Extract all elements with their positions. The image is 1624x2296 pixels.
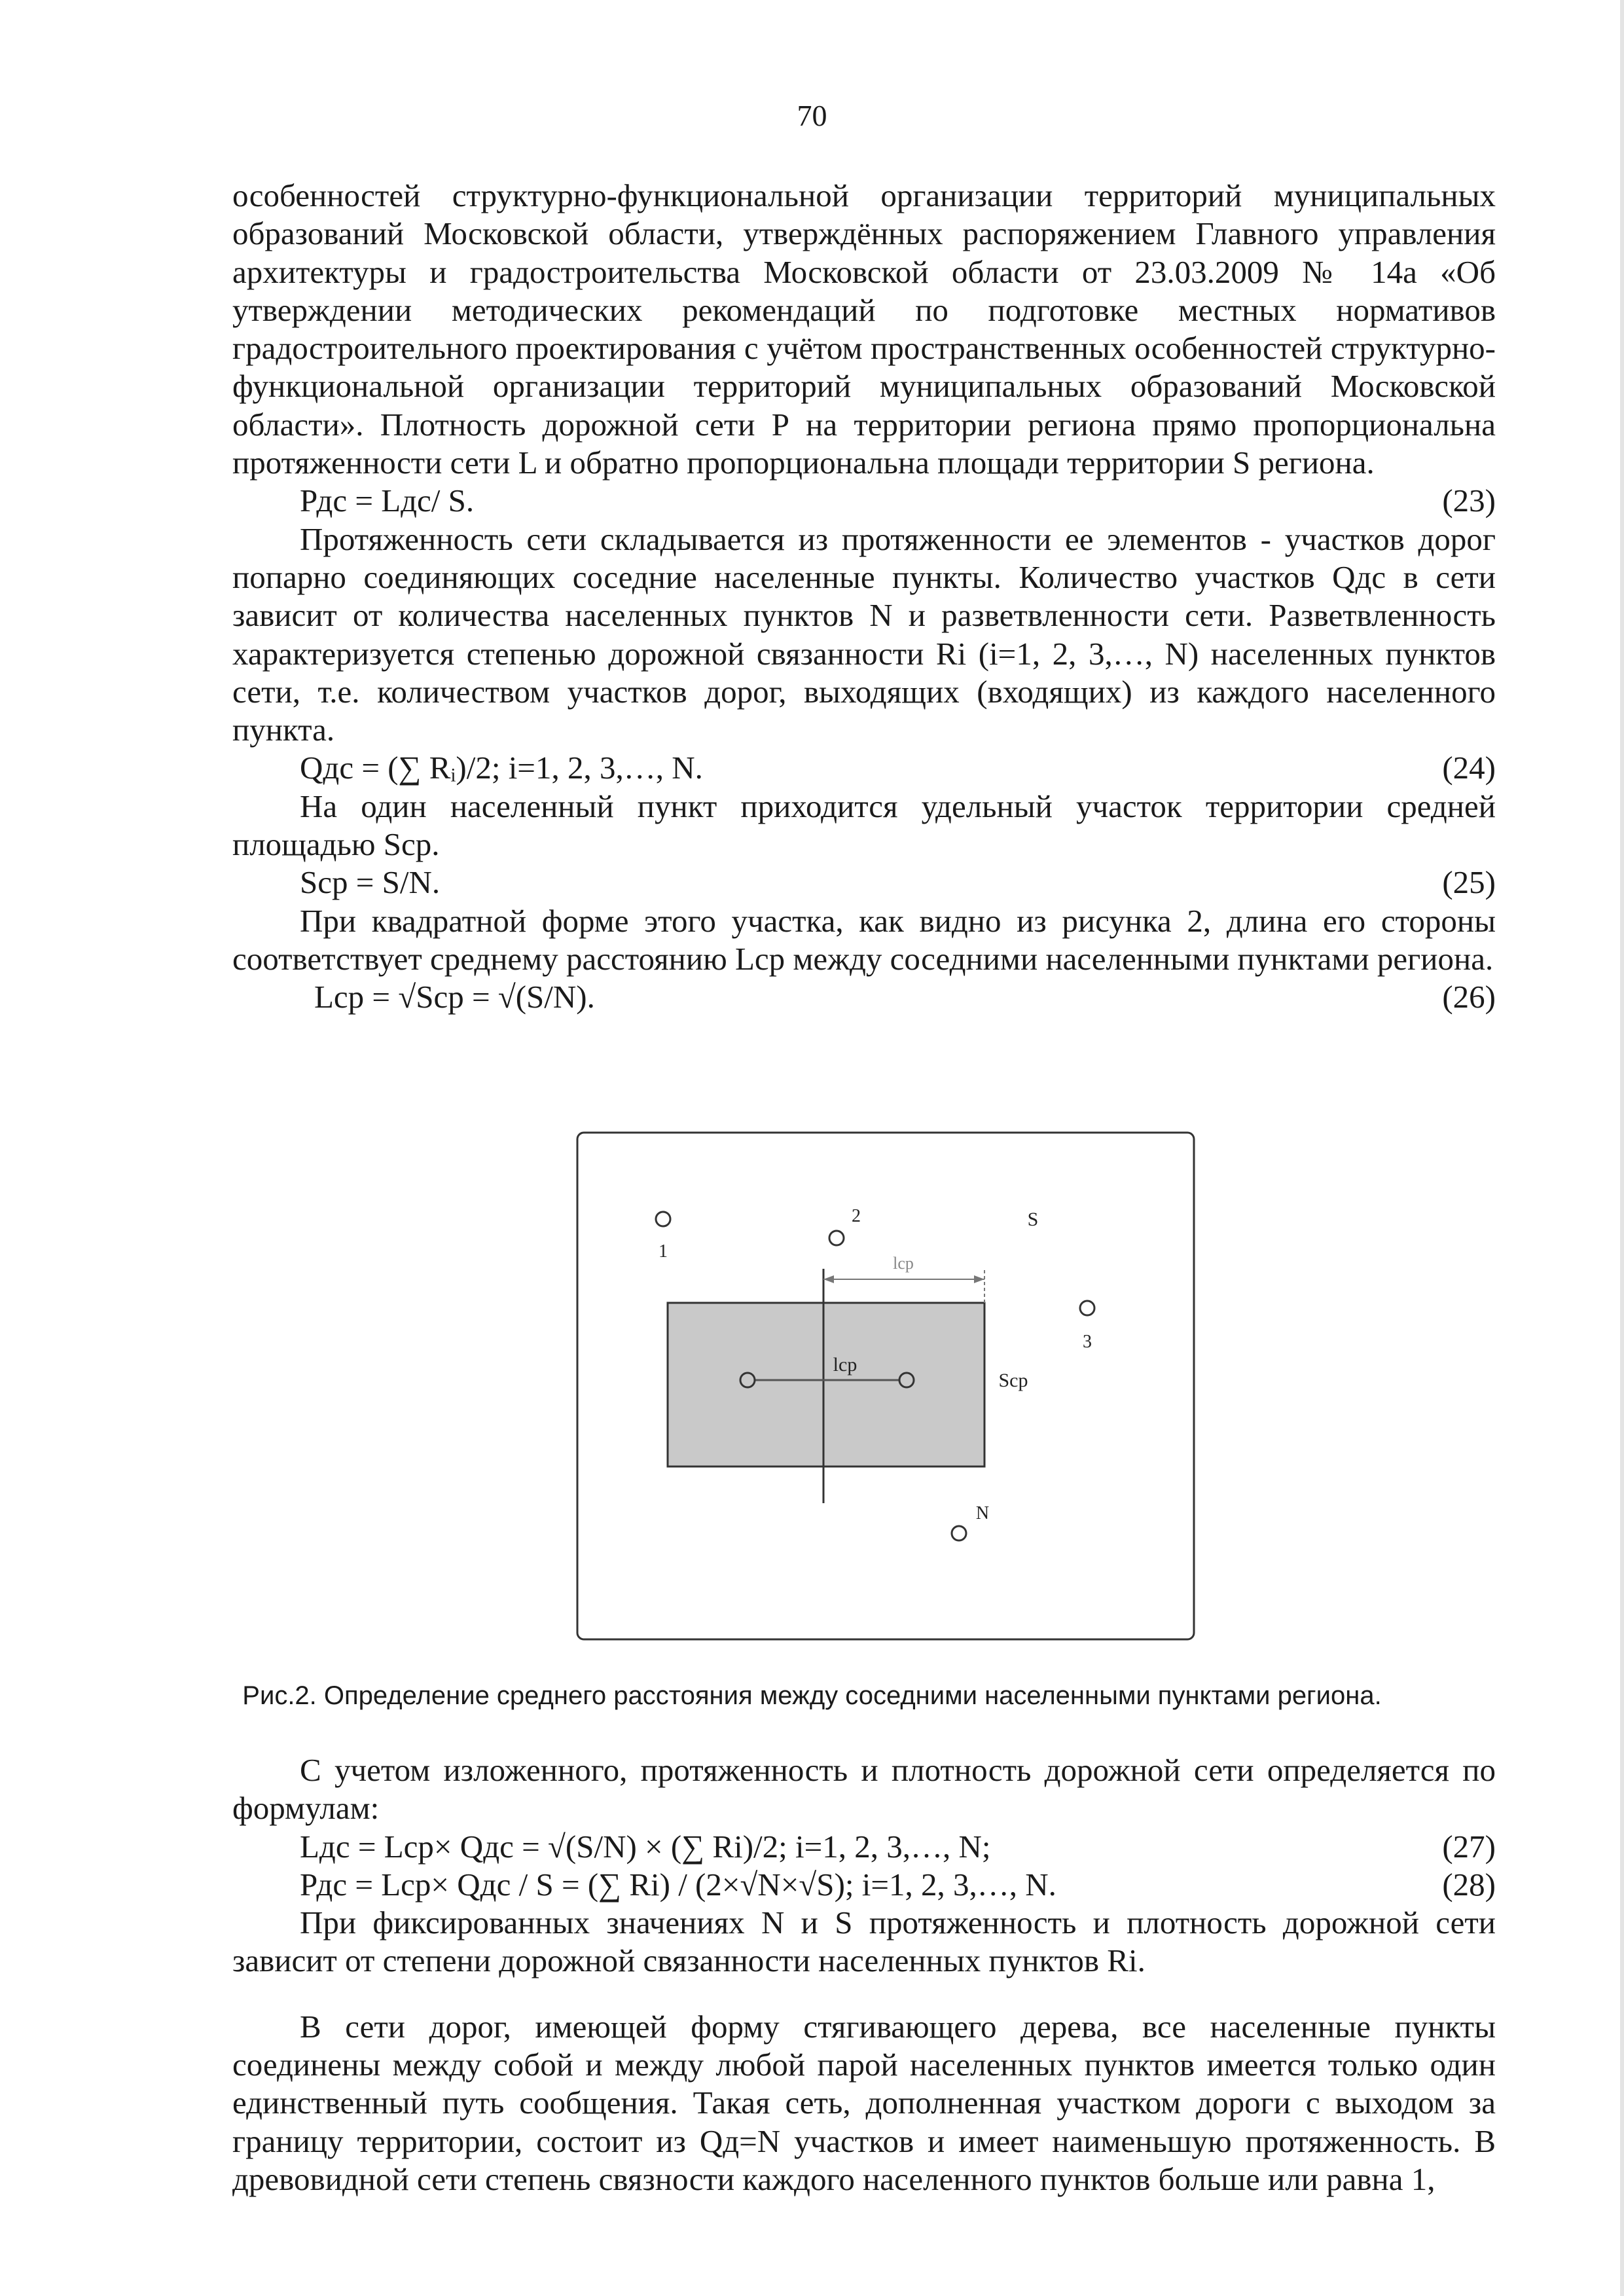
settlement-1-label: 1 — [659, 1241, 668, 1262]
settlement-right-marker — [899, 1373, 914, 1387]
paragraph-3: На один населенный пункт приходится удельный участок территории средней площадью Sср. — [232, 788, 1496, 863]
lcp-inner-label: lcp — [833, 1354, 857, 1376]
settlement-n-label: N — [975, 1503, 990, 1523]
formula-26-expr: Lср = √Sср = √(S/N). — [314, 979, 595, 1015]
paragraph-1: особенностей структурно-функциональной организации территорий муниципальных образований Московской области, утверждённых распоряжением Главного управления архитектуры и градостроительства Московской области от 23.03.2009 № 14а «Об утверждении методических рекомендаций по подготовке местных нормативов градостроительного проектирования с учётом пространственных особенностей структурно-функциональной организации территорий муниципальных образований Московской области». Плотность дорожной сети Р на территории региона прямо пропорциональна протяженности сети L и обратно пропорциональна площади территории S региона. — [232, 177, 1496, 481]
text-block-bottom — [232, 1751, 1496, 2198]
formula-25 — [232, 864, 1496, 902]
figure-2-diagram — [576, 1131, 1195, 1641]
settlement-left-marker — [740, 1373, 755, 1387]
formula-28 — [232, 1866, 1496, 1904]
formula-27-number: (27) — [1442, 1828, 1496, 1865]
average-area-square — [668, 1303, 984, 1467]
dimension-arrow-right-icon — [974, 1275, 984, 1283]
formula-27 — [232, 1828, 1496, 1866]
formula-28-expr: Рдс = Lср× Qдс / S = (∑ Ri) / (2×√N×√S); i=1, 2, 3,…, N. — [300, 1866, 1056, 1903]
dimension-arrow-left-icon — [823, 1275, 834, 1283]
area-s-label: S — [1027, 1209, 1039, 1230]
formula-25-number: (25) — [1442, 864, 1496, 901]
settlement-n-marker — [952, 1526, 966, 1540]
scan-edge-shadow — [1620, 0, 1624, 2296]
scp-label: Scp — [998, 1370, 1028, 1391]
paragraph-2: Протяженность сети складывается из протяженности ее элементов - участков дорог попарно соединяющих соседние населенные пункты. Количество участков Qдс в сети зависит от количества населенных пунктов N и разветвленности сети. Разветвленность характеризуется степенью дорожной связанности Ri (i=1, 2, 3,…, N) населенных пунктов сети, т.е. количеством участков дорог, выходящих (входящих) из каждого населенного пункта. — [232, 520, 1496, 748]
text-block-top — [232, 177, 1496, 1017]
formula-24-expr: Qдс = (∑ Rᵢ)/2; i=1, 2, 3,…, N. — [300, 750, 703, 786]
formula-23-number: (23) — [1442, 483, 1496, 519]
paragraph-6: При фиксированных значениях N и S протяженность и плотность дорожной сети зависит от степени дорожной связанности населенных пунктов Ri. — [232, 1904, 1496, 1979]
paragraph-4: При квадратной форме этого участка, как видно из рисунка 2, длина его стороны соответствует среднему расстоянию Lср между соседними населенными пунктами региона. — [232, 902, 1496, 977]
settlement-3-label: 3 — [1083, 1332, 1092, 1352]
formula-28-number: (28) — [1442, 1866, 1496, 1903]
paragraph-5: С учетом изложенного, протяженность и плотность дорожной сети определяется по формулам: — [232, 1752, 1496, 1827]
formula-26 — [232, 978, 1496, 1016]
figure-caption: Рис.2. Определение среднего расстояния между соседними населенными пунктами региона. — [242, 1681, 1382, 1710]
settlement-2-label: 2 — [852, 1206, 861, 1226]
settlement-3-marker — [1080, 1301, 1094, 1315]
formula-24 — [232, 749, 1496, 787]
formula-25-expr: Sср = S/N. — [300, 864, 441, 901]
lcp-top-label: lcp — [893, 1254, 914, 1273]
formula-27-expr: Lдс = Lср× Qдс = √(S/N) × (∑ Ri)/2; i=1, 2, 3,…, N; — [300, 1828, 991, 1865]
formula-23-expr: Рдс = Lдс/ S. — [300, 483, 475, 519]
formula-26-number: (26) — [1442, 979, 1496, 1015]
figure-2-svg — [576, 1131, 1195, 1641]
formula-24-number: (24) — [1442, 750, 1496, 786]
settlement-2-marker — [829, 1231, 844, 1245]
settlement-1-marker — [656, 1212, 670, 1226]
page-number: 70 — [797, 99, 827, 132]
formula-23 — [232, 482, 1496, 520]
paragraph-7: В сети дорог, имеющей форму стягивающего дерева, все населенные пункты соединены между собой и между любой парой населенных пунктов имеется только один единственный путь сообщения. Такая сеть, дополненная участком дороги с выходом за границу территории, состоит из Qд=N участков и имеет наименьшую протяженность. В древовидной сети степень связности каждого населенного пунктов больше или равна 1, — [232, 2008, 1496, 2197]
